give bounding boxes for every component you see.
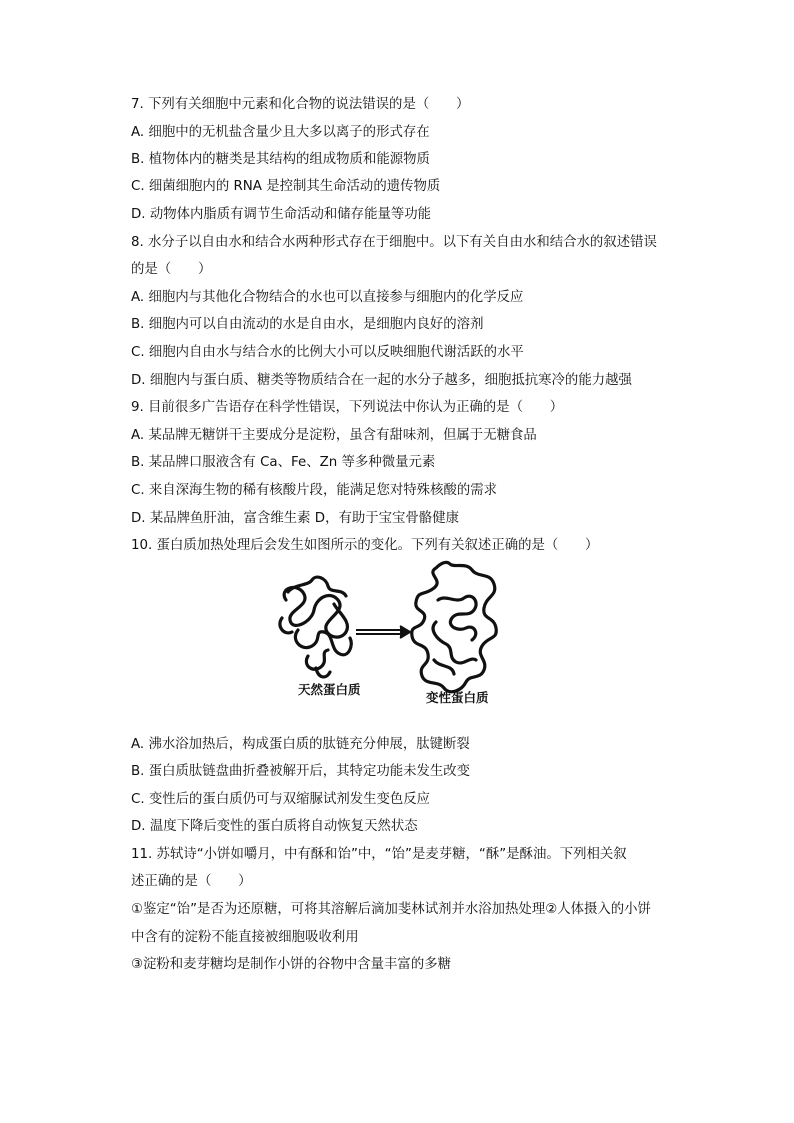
question-7-stem: 7. 下列有关细胞中元素和化合物的说法错误的是（ ） [131, 97, 470, 112]
question-8-stem-line1: 8. 水分子以自由水和结合水两种形式存在于细胞中。以下有关自由水和结合水的叙述错误 [131, 235, 657, 250]
question-7-option-d: D. 动物体内脂质有调节生命活动和储存能量等功能 [131, 207, 432, 222]
question-9-option-d: D. 某品牌鱼肝油，富含维生素 D，有助于宝宝骨骼健康 [131, 511, 459, 526]
question-10-option-b: B. 蛋白质肽链盘曲折叠被解开后，其特定功能未发生改变 [131, 764, 471, 779]
question-10-option-c: C. 变性后的蛋白质仍可与双缩脲试剂发生变色反应 [131, 792, 431, 807]
question-10-stem: 10. 蛋白质加热处理后会发生如图所示的变化。下列有关叙述正确的是（ ） [131, 538, 599, 553]
question-9-option-a: A. 某品牌无糖饼干主要成分是淀粉，虽含有甜味剂，但属于无糖食品 [131, 428, 537, 443]
question-7-option-c: C. 细菌细胞内的 RNA 是控制其生命活动的遗传物质 [131, 179, 441, 194]
protein-denaturation-figure [268, 560, 508, 720]
denatured-protein-label: 变性蛋白质 [426, 690, 489, 705]
question-11-statement-3: ③淀粉和麦芽糖均是制作小饼的谷物中含量丰富的多糖 [131, 957, 451, 972]
question-10-option-d: D. 温度下降后变性的蛋白质将自动恢复天然状态 [131, 819, 418, 834]
native-protein-label: 天然蛋白质 [298, 682, 361, 697]
question-10-option-a: A. 沸水浴加热后，构成蛋白质的肽链充分伸展，肽键断裂 [131, 737, 470, 752]
question-8-option-b: B. 细胞内可以自由流动的水是自由水，是细胞内良好的溶剂 [131, 317, 484, 332]
question-8-option-a: A. 细胞内与其他化合物结合的水也可以直接参与细胞内的化学反应 [131, 290, 524, 305]
question-7-option-b: B. 植物体内的糖类是其结构的组成物质和能源物质 [131, 152, 430, 167]
question-11-stem-line2: 述正确的是（ ） [131, 874, 252, 889]
arrow-icon [356, 626, 410, 638]
native-protein-icon [280, 577, 351, 677]
question-11-statement-1-cont: 中含有的淀粉不能直接被细胞吸收利用 [131, 930, 359, 945]
question-11-statement-1: ①鉴定“饴”是否为还原糖，可将其溶解后滴加斐林试剂并水浴加热处理②人体摄入的小饼 [131, 902, 651, 917]
question-8-option-d: D. 细胞内与蛋白质、糖类等物质结合在一起的水分子越多，细胞抵抗寒冷的能力越强 [131, 373, 632, 388]
question-11-stem-line1: 11. 苏轼诗“小饼如嚼月，中有酥和饴”中，“饴”是麦芽糖，“酥”是酥油。下列相关叙 [131, 847, 627, 862]
question-8-stem-line2: 的是（ ） [131, 262, 212, 277]
question-8-option-c: C. 细胞内自由水与结合水的比例大小可以反映细胞代谢活跃的水平 [131, 345, 524, 360]
denatured-protein-icon [412, 562, 497, 691]
question-9-stem: 9. 目前很多广告语存在科学性错误，下列说法中你认为正确的是（ ） [131, 400, 564, 415]
question-9-option-b: B. 某品牌口服液含有 Ca、Fe、Zn 等多种微量元素 [131, 455, 436, 470]
question-9-option-c: C. 来自深海生物的稀有核酸片段，能满足您对特殊核酸的需求 [131, 483, 498, 498]
question-7-option-a: A. 细胞中的无机盐含量少且大多以离子的形式存在 [131, 125, 430, 140]
